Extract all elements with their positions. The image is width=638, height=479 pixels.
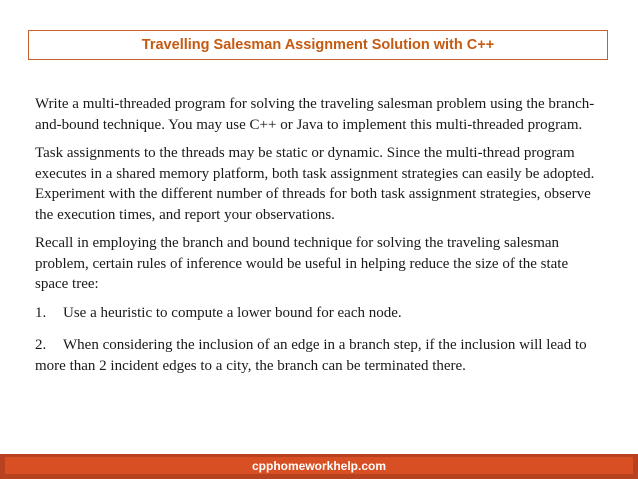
footer-inner xyxy=(5,457,633,474)
list-item xyxy=(35,335,595,376)
footer-bar xyxy=(0,454,638,479)
list-item-number: 2. xyxy=(35,337,47,353)
document-body xyxy=(35,94,595,388)
list-item-text: Use a heuristic to compute a lower bound for each node. xyxy=(63,304,402,321)
page-title: Travelling Salesman Assignment Solution with C++ xyxy=(141,37,495,53)
paragraph-branch-bound: Recall in employing the branch and bound technique for solving the traveling salesman problem, certain rules of inference would be useful in helping reduce the size of the state space tree: xyxy=(35,235,569,292)
paragraph-intro: Write a multi-threaded program for solving the traveling salesman problem using the branch-and-bound technique. You may use C++ or Java to implement this multi-threaded program. xyxy=(35,96,595,133)
list-item-number: 1. xyxy=(35,304,47,321)
paragraph-task-assignment: Task assignments to the threads may be static or dynamic. Since the multi-thread program executes in a shared memory platform, both task assignment strategies can easily be adopted. Experiment with the different number of threads for both task assignment strategies, observe the execution times, and report your observations. xyxy=(35,145,595,223)
list-item-text: When considering the inclusion of an edge in a branch step, if the inclusion will lead to more than 2 incident edges to a city, the branch can be terminated there. xyxy=(35,337,587,374)
footer-website[interactable]: cpphomeworkhelp.com xyxy=(251,458,387,473)
title-box xyxy=(28,30,608,60)
list-item xyxy=(35,303,595,324)
